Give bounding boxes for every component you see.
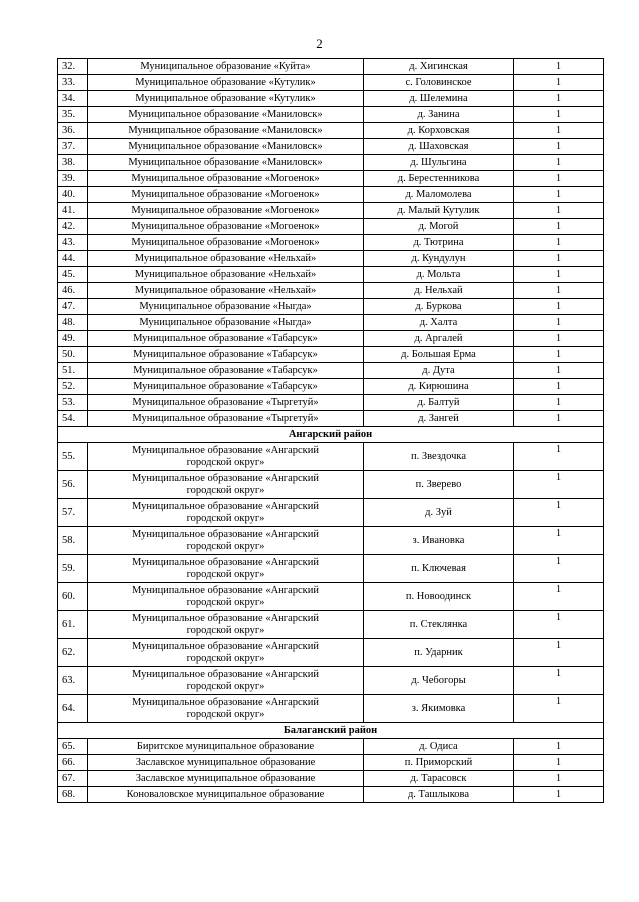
table-row [58, 527, 604, 555]
page-number: 2 [316, 36, 323, 51]
settlement-name: д. Кундулун [364, 251, 514, 267]
municipality-name [88, 499, 364, 527]
table-row [58, 363, 604, 379]
table-row [58, 499, 604, 527]
count-value: 1 [514, 411, 604, 427]
count-value: 1 [514, 139, 604, 155]
count-value: 1 [514, 611, 604, 639]
row-number: 57. [58, 499, 88, 527]
municipality-name [88, 611, 364, 639]
settlements-table [57, 58, 604, 803]
count-value: 1 [514, 203, 604, 219]
count-value: 1 [514, 299, 604, 315]
municipality-name-line2: городской округ» [186, 708, 265, 720]
row-number: 38. [58, 155, 88, 171]
municipality-name: Муниципальное образование «Могоенок» [88, 219, 364, 235]
settlement-name: д. Шаховская [364, 139, 514, 155]
municipality-name: Муниципальное образование «Могоенок» [88, 235, 364, 251]
settlement-name: д. Хигинская [364, 59, 514, 75]
table-row [58, 155, 604, 171]
municipality-name: Муниципальное образование «Тыргетуй» [88, 411, 364, 427]
municipality-name-line1: Муниципальное образование «Ангарский [132, 640, 319, 652]
row-number: 47. [58, 299, 88, 315]
table-row [58, 107, 604, 123]
settlement-name: д. Мольта [364, 267, 514, 283]
municipality-name [88, 443, 364, 471]
municipality-name-line2: городской округ» [186, 540, 265, 552]
row-number: 49. [58, 331, 88, 347]
table-row [58, 443, 604, 471]
table-row [58, 219, 604, 235]
municipality-name: Муниципальное образование «Могоенок» [88, 171, 364, 187]
table-row [58, 299, 604, 315]
row-number: 36. [58, 123, 88, 139]
settlement-name: д. Корховская [364, 123, 514, 139]
table-row [58, 555, 604, 583]
municipality-name-line2: городской округ» [186, 484, 265, 496]
municipality-name: Муниципальное образование «Нельхай» [88, 267, 364, 283]
municipality-name [88, 555, 364, 583]
row-number: 61. [58, 611, 88, 639]
settlement-name: д. Малый Кутулик [364, 203, 514, 219]
table-row [58, 251, 604, 267]
table-row [58, 171, 604, 187]
table-row [58, 59, 604, 75]
row-number: 42. [58, 219, 88, 235]
table-row [58, 771, 604, 787]
table-row [58, 75, 604, 91]
settlement-name: п. Ключевая [364, 555, 514, 583]
row-number: 53. [58, 395, 88, 411]
count-value: 1 [514, 379, 604, 395]
count-value: 1 [514, 363, 604, 379]
row-number: 54. [58, 411, 88, 427]
municipality-name: Муниципальное образование «Маниловск» [88, 139, 364, 155]
municipality-name: Муниципальное образование «Могоенок» [88, 187, 364, 203]
municipality-name-line2: городской округ» [186, 568, 265, 580]
municipality-name: Муниципальное образование «Табарсук» [88, 347, 364, 363]
municipality-name: Коноваловское муниципальное образование [88, 787, 364, 803]
section-row [58, 723, 604, 739]
row-number: 55. [58, 443, 88, 471]
row-number: 58. [58, 527, 88, 555]
count-value: 1 [514, 331, 604, 347]
municipality-name: Муниципальное образование «Кутулик» [88, 91, 364, 107]
settlement-name: д. Могой [364, 219, 514, 235]
row-number: 56. [58, 471, 88, 499]
municipality-name-line2: городской округ» [186, 456, 265, 468]
table-row [58, 739, 604, 755]
count-value: 1 [514, 123, 604, 139]
table-body [58, 59, 604, 803]
count-value: 1 [514, 347, 604, 363]
count-value: 1 [514, 639, 604, 667]
settlement-name: д. Балтуй [364, 395, 514, 411]
count-value: 1 [514, 739, 604, 755]
municipality-name-line1: Муниципальное образование «Ангарский [132, 668, 319, 680]
table-row [58, 315, 604, 331]
municipality-name-line1: Муниципальное образование «Ангарский [132, 612, 319, 624]
count-value: 1 [514, 755, 604, 771]
count-value: 1 [514, 583, 604, 611]
table-row [58, 411, 604, 427]
count-value: 1 [514, 787, 604, 803]
row-number: 41. [58, 203, 88, 219]
settlement-name: д. Дута [364, 363, 514, 379]
count-value: 1 [514, 527, 604, 555]
table-row [58, 123, 604, 139]
settlement-name: п. Ударник [364, 639, 514, 667]
table-row [58, 331, 604, 347]
table-row [58, 395, 604, 411]
settlement-name: д. Тютрина [364, 235, 514, 251]
settlement-name: с. Головинское [364, 75, 514, 91]
municipality-name: Муниципальное образование «Тыргетуй» [88, 395, 364, 411]
table-row [58, 583, 604, 611]
count-value: 1 [514, 235, 604, 251]
municipality-name [88, 471, 364, 499]
row-number: 34. [58, 91, 88, 107]
count-value: 1 [514, 395, 604, 411]
count-value: 1 [514, 75, 604, 91]
row-number: 40. [58, 187, 88, 203]
municipality-name [88, 695, 364, 723]
row-number: 37. [58, 139, 88, 155]
row-number: 51. [58, 363, 88, 379]
municipality-name-line1: Муниципальное образование «Ангарский [132, 472, 319, 484]
table-row [58, 695, 604, 723]
municipality-name [88, 639, 364, 667]
row-number: 52. [58, 379, 88, 395]
count-value: 1 [514, 91, 604, 107]
count-value: 1 [514, 499, 604, 527]
municipality-name: Муниципальное образование «Табарсук» [88, 331, 364, 347]
table-row [58, 379, 604, 395]
row-number: 60. [58, 583, 88, 611]
municipality-name: Муниципальное образование «Маниловск» [88, 107, 364, 123]
settlement-name: п. Приморский [364, 755, 514, 771]
count-value: 1 [514, 187, 604, 203]
settlement-name: д. Ташлыкова [364, 787, 514, 803]
municipality-name: Заславское муниципальное образование [88, 755, 364, 771]
municipality-name: Муниципальное образование «Табарсук» [88, 363, 364, 379]
count-value: 1 [514, 219, 604, 235]
municipality-name: Муниципальное образование «Куйта» [88, 59, 364, 75]
row-number: 66. [58, 755, 88, 771]
row-number: 48. [58, 315, 88, 331]
table-row [58, 91, 604, 107]
settlement-name: п. Стеклянка [364, 611, 514, 639]
municipality-name: Муниципальное образование «Маниловск» [88, 123, 364, 139]
settlement-name: д. Зуй [364, 499, 514, 527]
municipality-name: Заславское муниципальное образование [88, 771, 364, 787]
row-number: 33. [58, 75, 88, 91]
row-number: 64. [58, 695, 88, 723]
row-number: 35. [58, 107, 88, 123]
settlement-name: д. Зангей [364, 411, 514, 427]
row-number: 45. [58, 267, 88, 283]
municipality-name: Биритское муниципальное образование [88, 739, 364, 755]
count-value: 1 [514, 283, 604, 299]
settlement-name: з. Якимовка [364, 695, 514, 723]
row-number: 44. [58, 251, 88, 267]
row-number: 43. [58, 235, 88, 251]
table-row [58, 235, 604, 251]
settlement-name: д. Шульгина [364, 155, 514, 171]
municipality-name: Муниципальное образование «Могоенок» [88, 203, 364, 219]
count-value: 1 [514, 315, 604, 331]
count-value: 1 [514, 471, 604, 499]
count-value: 1 [514, 155, 604, 171]
count-value: 1 [514, 251, 604, 267]
municipality-name [88, 527, 364, 555]
table-row [58, 471, 604, 499]
row-number: 59. [58, 555, 88, 583]
count-value: 1 [514, 267, 604, 283]
settlement-name: д. Одиса [364, 739, 514, 755]
municipality-name-line1: Муниципальное образование «Ангарский [132, 500, 319, 512]
settlement-name: п. Звездочка [364, 443, 514, 471]
table-row [58, 755, 604, 771]
count-value: 1 [514, 59, 604, 75]
settlement-name: п. Новоодинск [364, 583, 514, 611]
table-row [58, 267, 604, 283]
section-row [58, 427, 604, 443]
table-row [58, 139, 604, 155]
municipality-name: Муниципальное образование «Нельхай» [88, 251, 364, 267]
municipality-name-line2: городской округ» [186, 596, 265, 608]
municipality-name-line2: городской округ» [186, 512, 265, 524]
row-number: 68. [58, 787, 88, 803]
row-number: 63. [58, 667, 88, 695]
count-value: 1 [514, 771, 604, 787]
settlement-name: д. Кирюшина [364, 379, 514, 395]
municipality-name: Муниципальное образование «Табарсук» [88, 379, 364, 395]
settlement-name: д. Буркова [364, 299, 514, 315]
table-row [58, 787, 604, 803]
table-row [58, 283, 604, 299]
settlement-name: д. Халта [364, 315, 514, 331]
settlement-name: д. Занина [364, 107, 514, 123]
settlement-name: д. Большая Ерма [364, 347, 514, 363]
section-header-angarsk: Ангарский район [58, 427, 604, 443]
municipality-name-line1: Муниципальное образование «Ангарский [132, 444, 319, 456]
table-row [58, 667, 604, 695]
row-number: 39. [58, 171, 88, 187]
settlement-name: д. Маломолева [364, 187, 514, 203]
table-row [58, 639, 604, 667]
count-value: 1 [514, 695, 604, 723]
row-number: 46. [58, 283, 88, 299]
table-row [58, 187, 604, 203]
row-number: 65. [58, 739, 88, 755]
count-value: 1 [514, 171, 604, 187]
settlement-name: д. Чебогоры [364, 667, 514, 695]
count-value: 1 [514, 667, 604, 695]
table-row [58, 203, 604, 219]
municipality-name-line2: городской округ» [186, 652, 265, 664]
municipality-name: Муниципальное образование «Ныгда» [88, 315, 364, 331]
settlement-name: д. Нельхай [364, 283, 514, 299]
municipality-name-line1: Муниципальное образование «Ангарский [132, 528, 319, 540]
count-value: 1 [514, 443, 604, 471]
settlement-name: д. Берестенникова [364, 171, 514, 187]
municipality-name: Муниципальное образование «Ныгда» [88, 299, 364, 315]
settlement-name: д. Шелемина [364, 91, 514, 107]
count-value: 1 [514, 107, 604, 123]
municipality-name: Муниципальное образование «Маниловск» [88, 155, 364, 171]
settlement-name: п. Зверево [364, 471, 514, 499]
municipality-name-line1: Муниципальное образование «Ангарский [132, 584, 319, 596]
municipality-name [88, 583, 364, 611]
municipality-name-line2: городской округ» [186, 624, 265, 636]
municipality-name-line2: городской округ» [186, 680, 265, 692]
municipality-name [88, 667, 364, 695]
table-row [58, 611, 604, 639]
settlement-name: д. Тарасовск [364, 771, 514, 787]
row-number: 32. [58, 59, 88, 75]
section-header-balagansk: Балаганский район [58, 723, 604, 739]
count-value: 1 [514, 555, 604, 583]
municipality-name: Муниципальное образование «Нельхай» [88, 283, 364, 299]
row-number: 50. [58, 347, 88, 363]
municipality-name-line1: Муниципальное образование «Ангарский [132, 556, 319, 568]
settlement-name: д. Аргалей [364, 331, 514, 347]
settlement-name: з. Ивановка [364, 527, 514, 555]
table-row [58, 347, 604, 363]
row-number: 67. [58, 771, 88, 787]
municipality-name: Муниципальное образование «Кутулик» [88, 75, 364, 91]
row-number: 62. [58, 639, 88, 667]
municipality-name-line1: Муниципальное образование «Ангарский [132, 696, 319, 708]
